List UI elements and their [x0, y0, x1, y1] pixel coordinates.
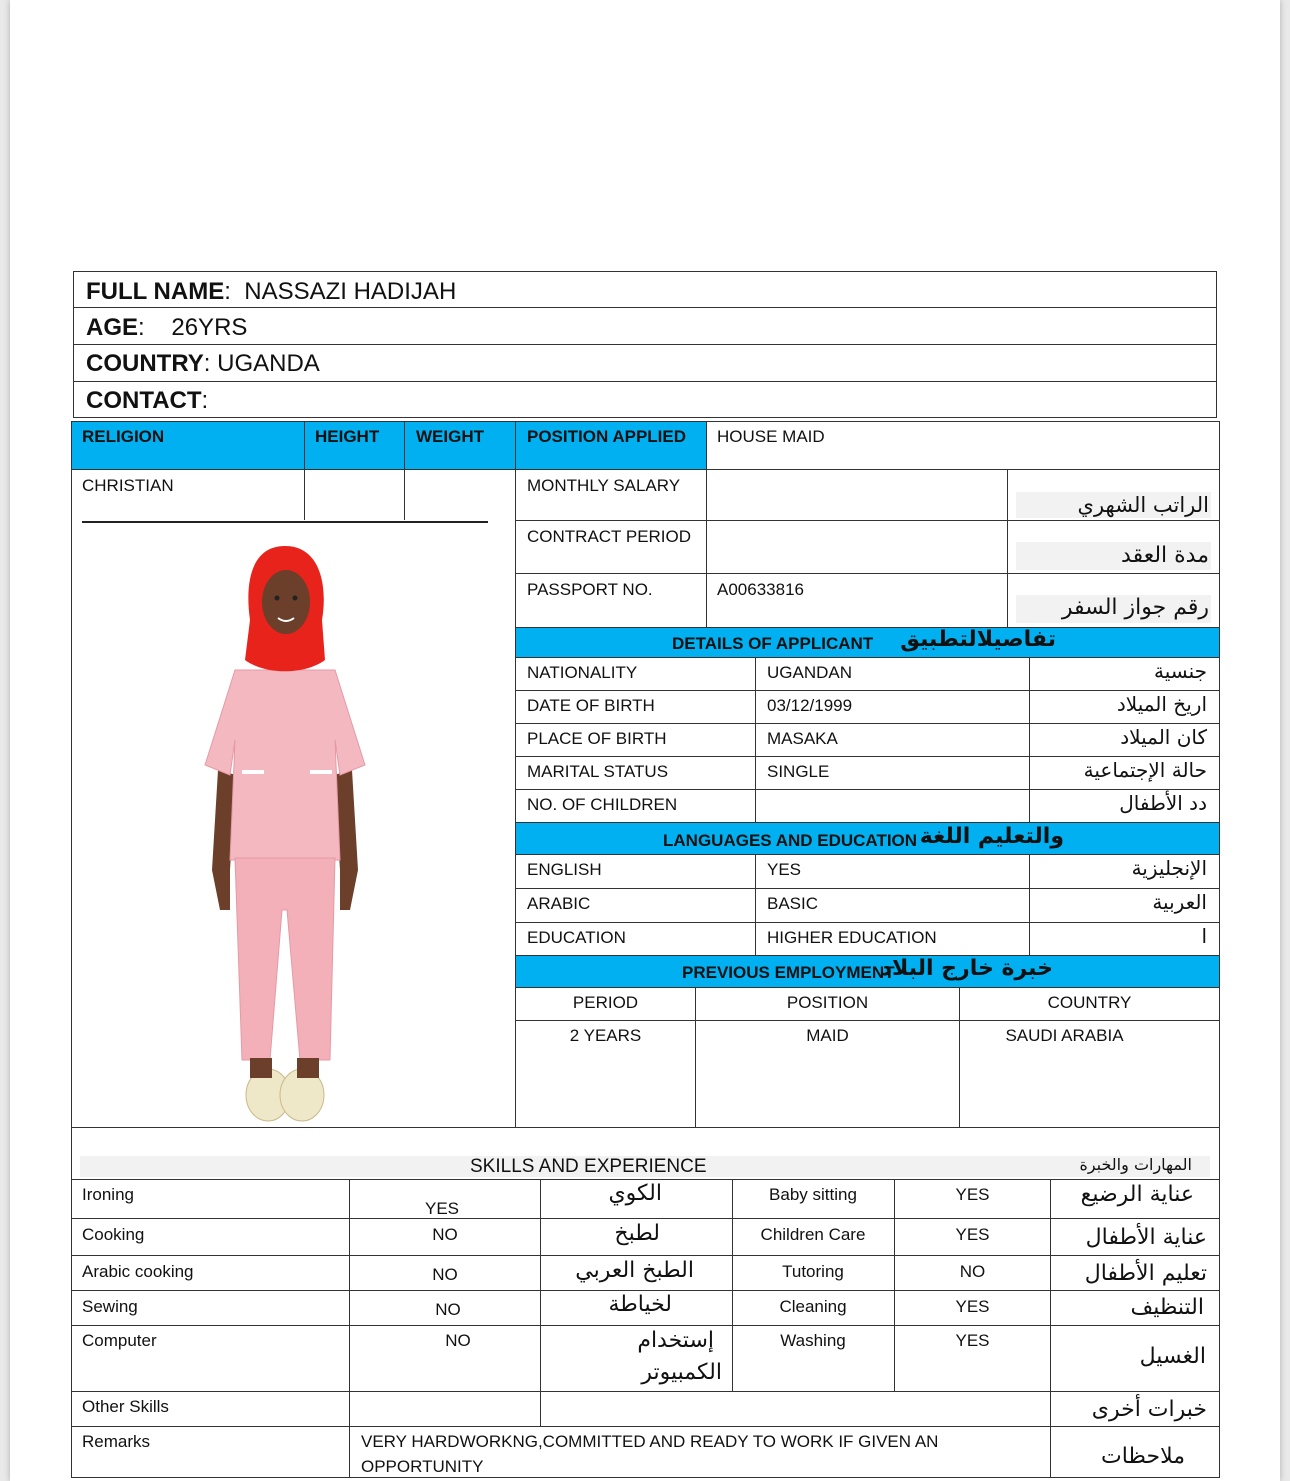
- skill-children-care-ar: عناية الأطفال: [1085, 1225, 1207, 1250]
- skill-tutoring-value: NO: [959, 1262, 986, 1281]
- remarks-ar: ملاحظات: [1101, 1444, 1185, 1469]
- religion-label: RELIGION: [82, 427, 165, 446]
- position-applied-label: POSITION APPLIED: [527, 427, 687, 446]
- employment-col-position: POSITION: [786, 993, 869, 1012]
- detail-row-3-value: SINGLE: [767, 762, 830, 781]
- passport-value: A00633816: [717, 580, 804, 599]
- detail-row-0-value: UGANDAN: [767, 663, 853, 682]
- skill-computer: Computer: [82, 1331, 157, 1350]
- lang-row-0-label: ENGLISH: [527, 860, 602, 879]
- skill-baby-sitting-value: YES: [955, 1185, 990, 1204]
- skill-cooking-value: NO: [432, 1225, 458, 1244]
- full-name-value: NASSAZI HADIJAH: [244, 278, 457, 305]
- age-value: 26YRS: [171, 314, 248, 341]
- skill-washing-ar: الغسيل: [1139, 1344, 1206, 1369]
- detail-row-0-ar: جنسية: [1154, 659, 1207, 683]
- languages-title-ar: والتعليم اللغة: [919, 824, 1064, 849]
- contract-period-label: CONTRACT PERIOD: [527, 527, 692, 546]
- lang-row-0-ar: الإنجليزية: [1131, 856, 1207, 880]
- lang-row-2-label: EDUCATION: [527, 928, 626, 947]
- contract-period-ar: مدة العقد: [1121, 543, 1209, 568]
- right-pocket: [310, 770, 332, 774]
- remarks-line2: OPPORTUNITY: [361, 1457, 484, 1476]
- weight-label: WEIGHT: [416, 427, 484, 446]
- skill-cleaning: Cleaning: [779, 1297, 847, 1316]
- passport-label: PASSPORT NO.: [527, 580, 653, 599]
- detail-row-2-label: PLACE OF BIRTH: [527, 729, 667, 748]
- right-ankle: [297, 1058, 319, 1078]
- lang-row-1-value: BASIC: [767, 894, 819, 913]
- skill-cleaning-ar: التنظيف: [1130, 1295, 1204, 1320]
- detail-row-2-value: MASAKA: [767, 729, 838, 748]
- skill-washing-value: YES: [955, 1331, 990, 1350]
- skill-sewing-ar: لخياطة: [608, 1292, 672, 1317]
- skill-washing: Washing: [780, 1331, 846, 1350]
- lang-row-1-label: ARABIC: [527, 894, 591, 913]
- face: [262, 570, 310, 634]
- detail-row-3-label: MARITAL STATUS: [527, 762, 669, 781]
- skill-tutoring-ar: تعليم الأطفال: [1084, 1261, 1207, 1286]
- skill-arabic-cooking-value: NO: [432, 1265, 458, 1284]
- detail-row-1-label: DATE OF BIRTH: [527, 696, 655, 715]
- employment-col-period: PERIOD: [572, 993, 639, 1012]
- skill-ironing-value: YES: [424, 1199, 460, 1218]
- remarks-label: Remarks: [82, 1432, 151, 1451]
- skill-arabic-cooking: Arabic cooking: [82, 1262, 194, 1281]
- skill-arabic-cooking-ar: الطبخ العربي: [575, 1258, 694, 1283]
- lang-row-0-value: YES: [767, 860, 802, 879]
- lang-row-2-ar: ا: [1201, 924, 1207, 948]
- left-pocket: [242, 770, 264, 774]
- religion-value: CHRISTIAN: [82, 476, 174, 495]
- age-row: AGE: 26YRS: [86, 314, 248, 341]
- employment-title-ar: خبرة خارج البلاد: [880, 956, 1053, 981]
- detail-row-4-ar: دد الأطفال: [1119, 791, 1207, 815]
- details-title: DETAILS OF APPLICANT: [672, 634, 874, 653]
- lang-row-2-value: HIGHER EDUCATION: [767, 928, 937, 947]
- other-skills-label: Other Skills: [82, 1397, 169, 1416]
- height-label: HEIGHT: [315, 427, 380, 446]
- position-applied-value: HOUSE MAID: [717, 427, 825, 446]
- passport-ar: رقم جواز السفر: [1061, 595, 1209, 620]
- country-row: COUNTRY: UGANDA: [86, 350, 320, 377]
- skills-title: SKILLS AND EXPERIENCE: [470, 1156, 707, 1177]
- detail-row-3-ar: حالة الإجتماعية: [1083, 758, 1207, 782]
- detail-row-4-label: NO. OF CHILDREN: [527, 795, 678, 814]
- monthly-salary-label: MONTHLY SALARY: [527, 476, 681, 495]
- contact-row: CONTACT:: [86, 387, 209, 414]
- languages-title: LANGUAGES AND EDUCATION: [663, 831, 918, 850]
- skill-ironing: Ironing: [82, 1185, 134, 1204]
- employment-position-value: MAID: [806, 1026, 849, 1045]
- skill-cooking-ar: لطبخ: [614, 1221, 660, 1246]
- detail-row-1-value: 03/12/1999: [767, 696, 853, 715]
- lang-row-1-ar: العربية: [1152, 890, 1207, 914]
- skill-cooking: Cooking: [82, 1225, 145, 1244]
- skill-computer-ar-line2: الكمبيوتر: [641, 1360, 722, 1385]
- skill-ironing-ar: الكوي: [608, 1181, 662, 1206]
- detail-row-1-ar: اريخ الميلاد: [1116, 692, 1207, 716]
- other-skills-ar: خبرات أخرى: [1091, 1397, 1207, 1422]
- details-title-ar: تفاصيلالتطبيق: [900, 627, 1056, 652]
- skill-sewing-value: NO: [435, 1300, 461, 1319]
- skill-baby-sitting-ar: عناية الرضيع: [1080, 1182, 1194, 1207]
- employment-period-value: 2 YEARS: [569, 1026, 642, 1045]
- full-name-row: FULL NAME: NASSAZI HADIJAH: [86, 278, 457, 305]
- skill-cleaning-value: YES: [955, 1297, 990, 1316]
- skill-computer-value: NO: [445, 1331, 471, 1350]
- detail-row-0-label: NATIONALITY: [527, 663, 638, 682]
- skill-baby-sitting: Baby sitting: [769, 1185, 857, 1204]
- country-value: UGANDA: [217, 350, 320, 377]
- skill-children-care: Children Care: [760, 1225, 866, 1244]
- skill-sewing: Sewing: [82, 1297, 138, 1316]
- remarks-line1: VERY HARDWORKNG,COMMITTED AND READY TO WORK IF GIVEN AN: [361, 1432, 939, 1451]
- detail-row-2-ar: كان الميلاد: [1120, 725, 1207, 749]
- employment-country-value: SAUDI ARABIA: [1005, 1026, 1124, 1045]
- applicant-photo: [190, 540, 380, 1125]
- skills-title-ar: المهارات والخبرة: [1079, 1155, 1192, 1174]
- skill-tutoring: Tutoring: [782, 1262, 844, 1281]
- employment-col-country: COUNTRY: [1047, 993, 1132, 1012]
- left-ankle: [250, 1058, 272, 1078]
- monthly-salary-ar: الراتب الشهري: [1077, 493, 1209, 517]
- skill-computer-ar-line1: إستخدام: [637, 1328, 714, 1353]
- employment-title: PREVIOUS EMPLOYMENT: [682, 963, 895, 982]
- skill-children-care-value: YES: [955, 1225, 990, 1244]
- pink-trousers: [235, 858, 335, 1060]
